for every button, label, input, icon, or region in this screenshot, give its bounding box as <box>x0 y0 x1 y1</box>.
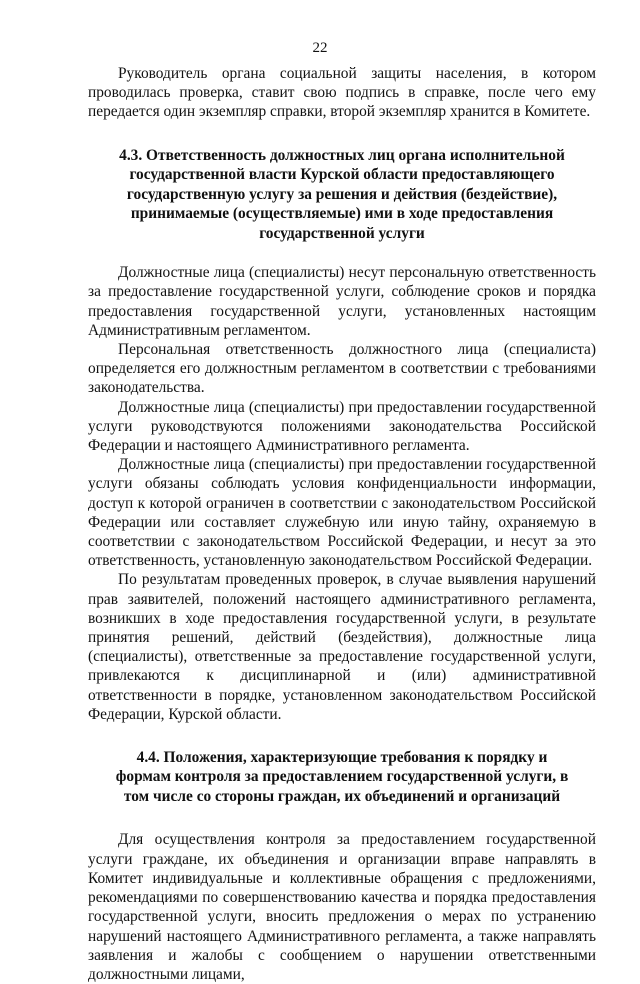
section-4-3-paragraph: Персональная ответственность должностного лица (специалиста) определяется его должностным регламентом в соответствии с требованиями законодательства. <box>88 340 596 397</box>
section-4-3-paragraph: Должностные лица (специалисты) несут персональную ответственность за предоставление государственной услуги, соблюдение сроков и порядка предоставления государственной услуги, установленных настоящим Административным регламентом. <box>88 264 596 339</box>
page-number: 22 <box>312 40 328 56</box>
section-4-3-paragraph: По результатам проведенных проверок, в случае выявления нарушений прав заявителей, положений настоящего административного регламента, возникших в ходе предоставления государственной услуги, в результате принятия решений, действий (бездействия), должностные лица (специалисты), ответственные за предоставление государственной услуги, привлекаются к дисциплинарной и (или) административной ответственности в порядке, установленном законодательством Российской Федерации, Курской области. <box>88 571 596 723</box>
section-4-4-heading: 4.4. Положения, характеризующие требования к порядку и формам контроля за предоставлением государственной услуги, в том числе со стороны граждан, их объединений и организаций <box>115 748 569 805</box>
document-body <box>88 64 596 984</box>
section-4-3-paragraph: Должностные лица (специалисты) при предоставлении государственной услуги руководствуются положениями законодательства Российской Федерации и настоящего Административного регламента. <box>88 398 596 454</box>
section-4-3-heading: 4.3. Ответственность должностных лиц органа исполнительной государственной власти Курской области предоставляющего государственную услугу за решения и действия (бездействие), принимаемые (осуществляемые) ими в ходе предоставления государственной услуги <box>119 146 565 242</box>
section-4-4-paragraph: Для осуществления контроля за предоставлением государственной услуги граждане, их объединения и организации вправе направлять в Комитет индивидуальные и коллективные обращения с предложениями, рекомендациями по совершенствованию качества и порядка предоставления государственной услуги, вносить предложения о мерах по устранению нарушений настоящего Административного регламента, а также направлять заявления и жалобы с сообщением о нарушении ответственными должностными лицами, <box>88 831 596 983</box>
intro-paragraph: Руководитель органа социальной защиты населения, в котором проводилась проверка, ставит свою подпись в справке, после чего ему передается один экземпляр справки, второй экземпляр хранится в Комитете. <box>88 65 596 121</box>
section-4-3-paragraph: Должностные лица (специалисты) при предоставлении государственной услуги обязаны соблюдать условия конфиденциальности информации, доступ к которой ограничен в соответствии с законодательством Российской Федерации или составляет служебную или иную тайну, охраняемую в соответствии с законодательством Российской Федерации, и несут за это ответственность, установленную законодательством Российской Федерации. <box>88 456 596 570</box>
